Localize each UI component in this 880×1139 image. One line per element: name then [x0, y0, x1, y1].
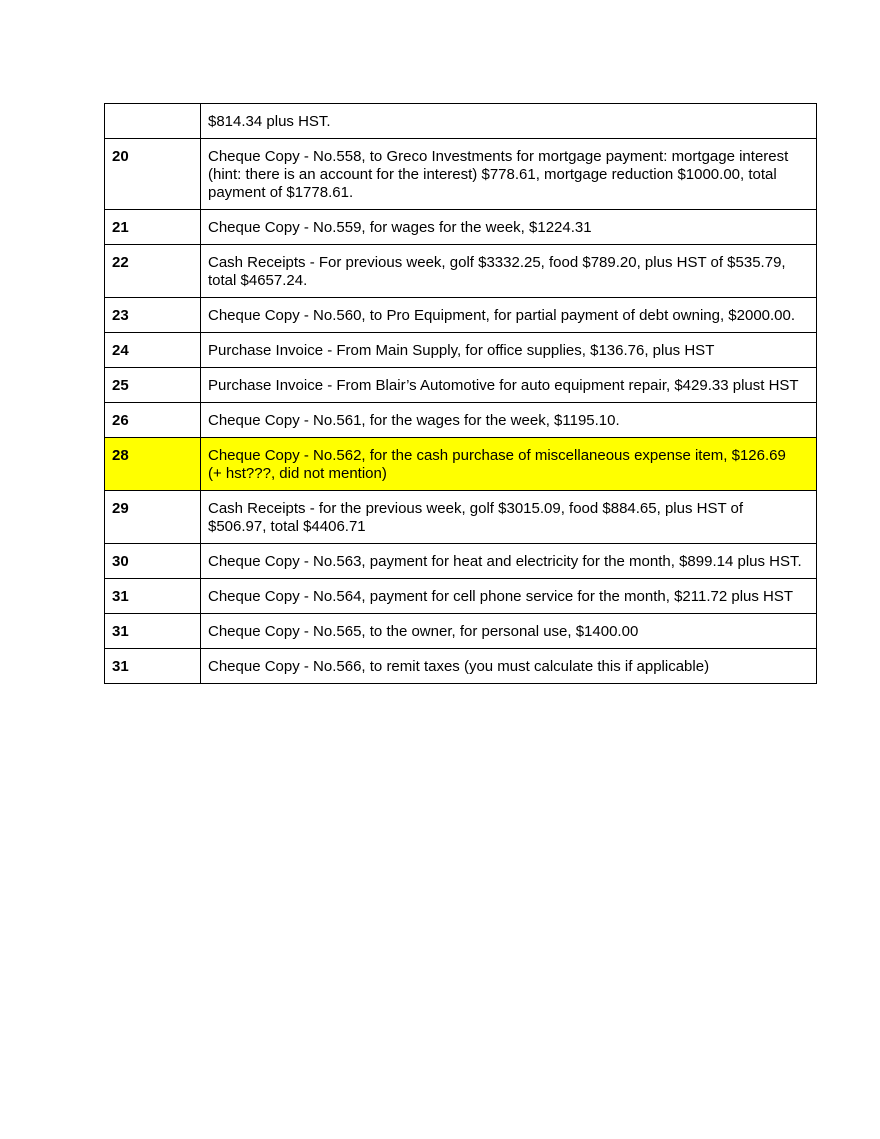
table-row [105, 245, 817, 298]
table-row [105, 139, 817, 210]
date-cell [105, 104, 201, 139]
description-cell: Cash Receipts - for the previous week, golf $3015.09, food $884.65, plus HST of $506.97, total $4406.71 [201, 491, 817, 544]
description-cell: Cheque Copy - No.566, to remit taxes (you must calculate this if applicable) [201, 649, 817, 684]
description-cell: Cheque Copy - No.559, for wages for the week, $1224.31 [201, 210, 817, 245]
date-cell: 23 [105, 298, 201, 333]
table-row [105, 649, 817, 684]
table-row [105, 298, 817, 333]
description-cell: Purchase Invoice - From Blair’s Automotive for auto equipment repair, $429.33 plust HST [201, 368, 817, 403]
table-row [105, 403, 817, 438]
date-cell: 25 [105, 368, 201, 403]
date-cell: 24 [105, 333, 201, 368]
document-page [104, 103, 802, 684]
date-cell: 20 [105, 139, 201, 210]
table-row [105, 579, 817, 614]
description-cell: Cheque Copy - No.563, payment for heat and electricity for the month, $899.14 plus HST. [201, 544, 817, 579]
date-cell: 31 [105, 614, 201, 649]
table-row [105, 614, 817, 649]
table-row [105, 333, 817, 368]
description-cell: Cheque Copy - No.564, payment for cell phone service for the month, $211.72 plus HST [201, 579, 817, 614]
description-cell: Purchase Invoice - From Main Supply, for office supplies, $136.76, plus HST [201, 333, 817, 368]
description-cell: Cash Receipts - For previous week, golf $3332.25, food $789.20, plus HST of $535.79, total $4657.24. [201, 245, 817, 298]
description-cell: Cheque Copy - No.562, for the cash purchase of miscellaneous expense item, $126.69 (+ hst???, did not mention) [201, 438, 817, 491]
date-cell: 26 [105, 403, 201, 438]
date-cell: 22 [105, 245, 201, 298]
transactions-table-body [105, 104, 817, 684]
description-cell: Cheque Copy - No.560, to Pro Equipment, for partial payment of debt owning, $2000.00. [201, 298, 817, 333]
description-cell: $814.34 plus HST. [201, 104, 817, 139]
table-row [105, 491, 817, 544]
table-row [105, 210, 817, 245]
date-cell: 29 [105, 491, 201, 544]
date-cell: 30 [105, 544, 201, 579]
table-row-highlighted [105, 438, 817, 491]
description-cell: Cheque Copy - No.565, to the owner, for personal use, $1400.00 [201, 614, 817, 649]
date-cell: 21 [105, 210, 201, 245]
date-cell: 31 [105, 579, 201, 614]
description-cell: Cheque Copy - No.558, to Greco Investments for mortgage payment: mortgage interest (hint: there is an account for the interest) $778.61, mortgage reduction $1000.00, total payment of $1778.61. [201, 139, 817, 210]
table-row [105, 368, 817, 403]
date-cell: 28 [105, 438, 201, 491]
table-row [105, 104, 817, 139]
description-cell: Cheque Copy - No.561, for the wages for the week, $1195.10. [201, 403, 817, 438]
table-row [105, 544, 817, 579]
date-cell: 31 [105, 649, 201, 684]
transactions-table [104, 103, 817, 684]
